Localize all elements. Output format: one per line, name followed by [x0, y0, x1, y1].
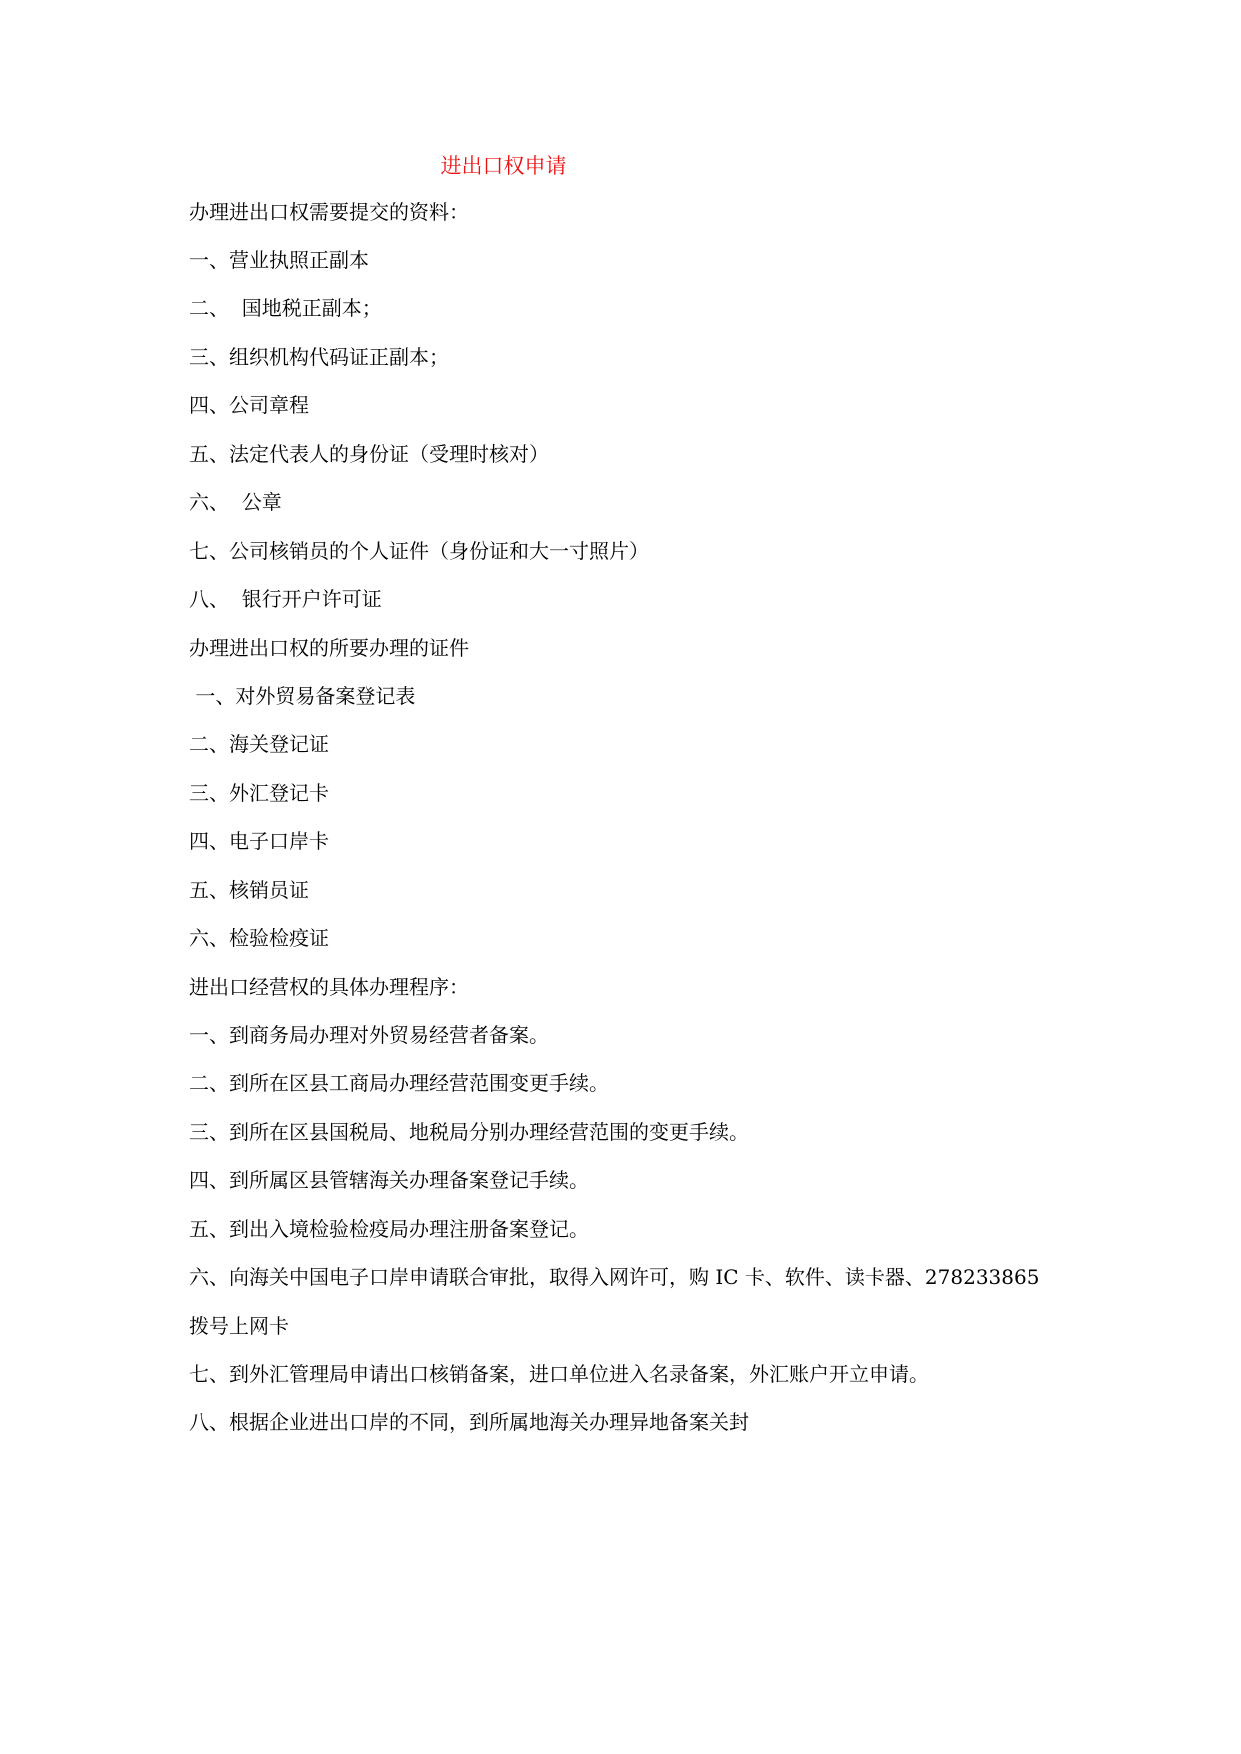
list-item: 四、到所属区县管辖海关办理备案登记手续。 — [189, 1168, 589, 1192]
list-item: 三、组织机构代码证正副本； — [189, 345, 449, 369]
list-item: 五、法定代表人的身份证（受理时核对） — [189, 442, 549, 466]
list-item: 二、海关登记证 — [189, 732, 329, 756]
list-item: 一、对外贸易备案登记表 — [189, 684, 416, 708]
list-item: 六、检验检疫证 — [189, 926, 329, 950]
section-heading-materials: 办理进出口权需要提交的资料： — [189, 200, 469, 224]
list-item: 三、到所在区县国税局、地税局分别办理经营范围的变更手续。 — [189, 1120, 749, 1144]
list-item: 二、 国地税正副本； — [189, 296, 382, 320]
list-item: 四、公司章程 — [189, 393, 309, 417]
list-item: 二、到所在区县工商局办理经营范围变更手续。 — [189, 1071, 609, 1095]
list-item: 五、核销员证 — [189, 878, 309, 902]
list-item: 八、 银行开户许可证 — [189, 587, 382, 611]
list-item: 八、根据企业进出口岸的不同，到所属地海关办理异地备案关封 — [189, 1410, 749, 1434]
list-item: 七、公司核销员的个人证件（身份证和大一寸照片） — [189, 539, 649, 563]
list-item: 六、 公章 — [189, 490, 282, 514]
section-heading-procedure: 进出口经营权的具体办理程序： — [189, 975, 469, 999]
list-item: 一、到商务局办理对外贸易经营者备案。 — [189, 1023, 549, 1047]
list-item: 四、电子口岸卡 — [189, 829, 329, 853]
section-heading-certificates: 办理进出口权的所要办理的证件 — [189, 636, 469, 660]
list-item: 七、到外汇管理局申请出口核销备案，进口单位进入名录备案，外汇账户开立申请。 — [189, 1362, 929, 1386]
list-item-continuation: 拨号上网卡 — [189, 1314, 289, 1338]
list-item: 六、向海关中国电子口岸申请联合审批，取得入网许可，购 IC 卡、软件、读卡器、278233865 — [189, 1265, 1040, 1289]
document-title: 进出口权申请 — [440, 154, 567, 178]
list-item: 五、到出入境检验检疫局办理注册备案登记。 — [189, 1217, 589, 1241]
list-item: 三、外汇登记卡 — [189, 781, 329, 805]
list-item: 一、营业执照正副本 — [189, 248, 369, 272]
